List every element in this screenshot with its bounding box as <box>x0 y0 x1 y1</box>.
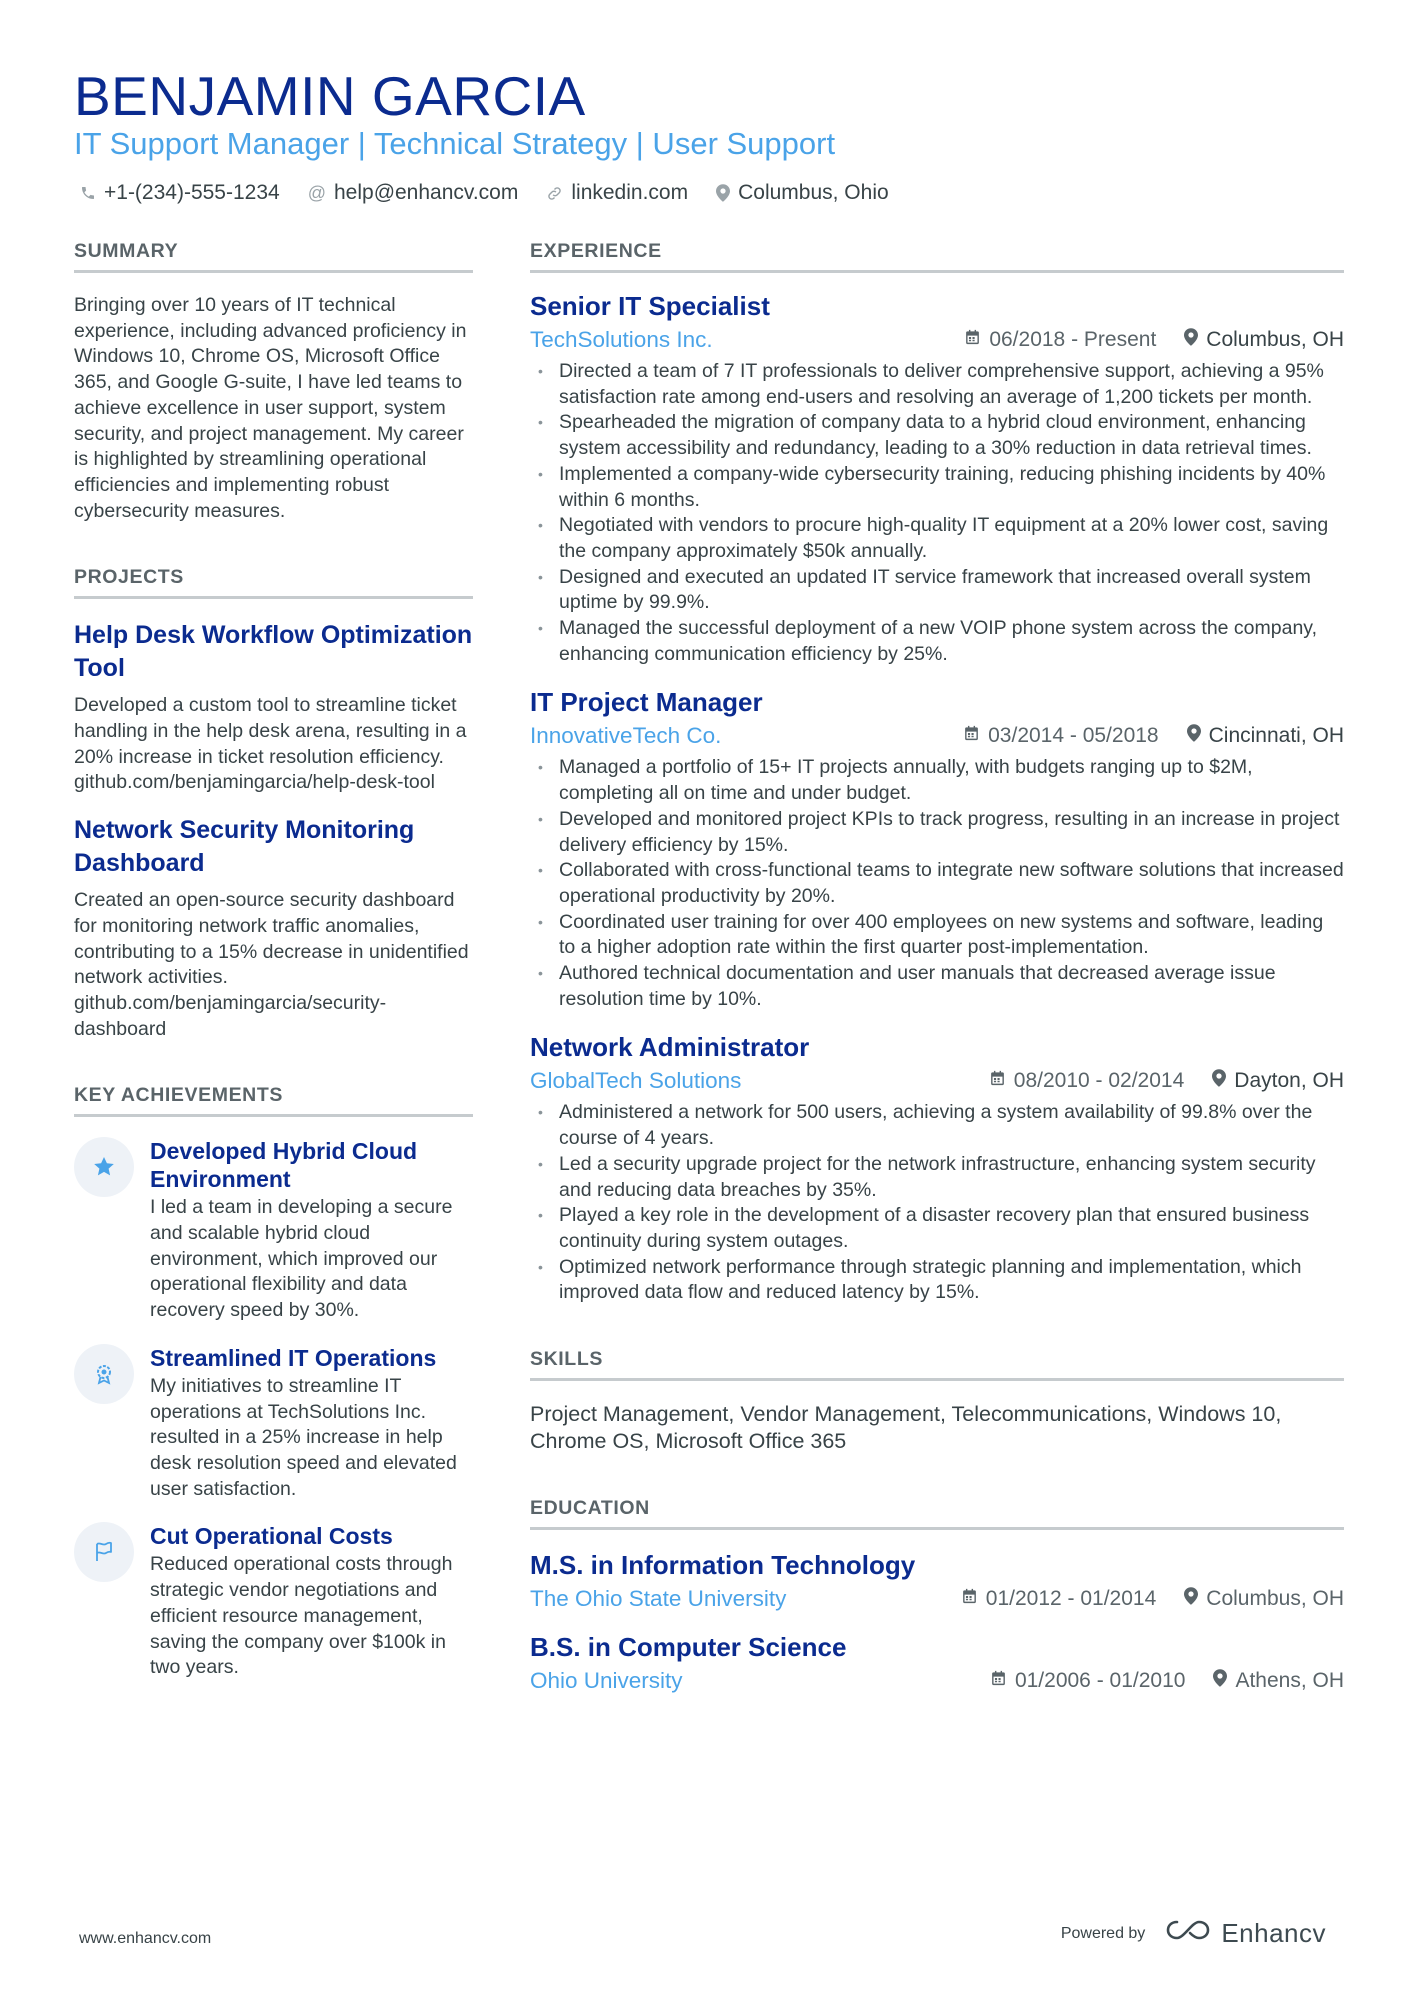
job-entry <box>530 289 1344 667</box>
candidate-name: BENJAMIN GARCIA <box>74 65 586 127</box>
job-bullet: • Led a security upgrade project for the network infrastructure, enhancing system security and reducing data breaches by 35%. <box>530 1152 1344 1203</box>
company-name: TechSolutions Inc. <box>530 327 713 352</box>
job-bullet: • Authored technical documentation and user manuals that decreased average issue resolution time by 10%. <box>530 961 1344 1012</box>
skills-heading: SKILLS <box>530 1346 1344 1381</box>
job-bullet: • Spearheaded the migration of company data to a hybrid cloud environment, enhancing system accessibility and redundancy, leading to a 30% reduction in data retrieval times. <box>530 410 1344 461</box>
job-dates: 03/2014 - 05/2018 <box>988 724 1159 748</box>
school-name: Ohio University <box>530 1668 683 1694</box>
project-title: Network Security Monitoring Dashboard <box>74 816 415 878</box>
job-title: IT Project Manager <box>530 687 763 718</box>
phone-text: +1-(234)-555-1234 <box>104 181 280 204</box>
skills-section <box>530 1346 1344 1455</box>
brand-name: Enhancv <box>1221 1918 1326 1948</box>
education-dates: 01/2012 - 01/2014 <box>985 1587 1157 1611</box>
left-column <box>74 238 473 1681</box>
project-description: Created an open-source security dashboard for monitoring network traffic anomalies, contributing to a 15% decrease in unidentified network activities. github.com/benjamingarcia/security-dashboard <box>74 889 469 1040</box>
contact-linkedin[interactable] <box>546 178 688 208</box>
project-title: Help Desk Workflow Optimization Tool <box>74 621 473 683</box>
achievement-item <box>74 1137 473 1324</box>
education-entry <box>530 1548 1344 1614</box>
job-bullets <box>530 1100 1344 1306</box>
contact-location <box>716 178 889 208</box>
job-bullet: • Designed and executed an updated IT service framework that increased overall system uptime by 99.9%. <box>530 565 1344 616</box>
calendar-icon <box>963 721 980 751</box>
contact-email[interactable] <box>308 178 519 208</box>
experience-section <box>530 238 1344 1306</box>
projects-section <box>74 564 473 1042</box>
achievement-text: My initiatives to streamline IT operations at TechSolutions Inc. resulted in a 25% increase in help desk resolution speed and elevated user satisfaction. <box>150 1374 457 1500</box>
achievement-item <box>74 1344 473 1503</box>
job-location: Cincinnati, OH <box>1208 724 1344 748</box>
education-location: Athens, OH <box>1235 1669 1344 1693</box>
job-bullet: • Negotiated with vendors to procure high-quality IT equipment at a 20% lower cost, saving the company approximately $50k annually. <box>530 513 1344 564</box>
footer-website[interactable]: www.enhancv.com <box>79 1930 212 1947</box>
job-bullet: • Collaborated with cross-functional teams to integrate new software solutions that increased operational productivity by 20%. <box>530 858 1344 909</box>
job-dates: 06/2018 - Present <box>989 328 1157 351</box>
education-entry <box>530 1630 1344 1696</box>
right-column <box>530 238 1344 1696</box>
achievement-title: Streamlined IT Operations <box>150 1344 437 1371</box>
job-bullet: • Played a key role in the development of a disaster recovery plan that ensured business continuity during system outages. <box>530 1203 1344 1254</box>
calendar-icon <box>964 325 981 355</box>
job-bullet: • Directed a team of 7 IT professionals to deliver comprehensive support, achieving a 95% satisfaction rate among end-users and resolving an average of 1,200 tickets per month. <box>530 359 1344 410</box>
job-bullets <box>530 755 1344 1012</box>
link-icon <box>546 185 563 202</box>
skills-text: Project Management, Vendor Management, Telecommunications, Windows 10, Chrome OS, Microsoft Office 365 <box>530 1402 1282 1454</box>
company-name: InnovativeTech Co. <box>530 723 722 749</box>
job-bullet: • Coordinated user training for over 400 employees on new systems and software, leading to a higher adoption rate within the first quarter post-implementation. <box>530 910 1344 961</box>
email-text: help@enhancv.com <box>333 181 519 204</box>
education-location: Columbus, OH <box>1206 1587 1344 1611</box>
location-pin-icon <box>716 184 730 202</box>
at-icon: @ <box>307 183 326 203</box>
calendar-icon <box>990 1666 1007 1696</box>
company-name: GlobalTech Solutions <box>530 1068 742 1094</box>
award-icon <box>74 1344 134 1404</box>
calendar-icon <box>961 1584 978 1614</box>
phone-icon <box>80 185 96 201</box>
job-bullet: • Implemented a company-wide cybersecurity training, reducing phishing incidents by 40% within 6 months. <box>530 462 1344 513</box>
location-pin-icon <box>1184 1584 1198 1614</box>
degree-title: B.S. in Computer Science <box>530 1632 847 1663</box>
job-title: Network Administrator <box>530 1032 810 1063</box>
linkedin-text: linkedin.com <box>571 181 689 204</box>
job-dates: 08/2010 - 02/2014 <box>1013 1069 1185 1093</box>
achievement-text: Reduced operational costs through strategic vendor negotiations and efficient resource management, saving the company over $100k in two years. <box>150 1553 453 1679</box>
contact-bar <box>80 178 889 208</box>
calendar-icon <box>989 1066 1006 1096</box>
education-dates: 01/2006 - 01/2010 <box>1014 1669 1186 1693</box>
job-entry <box>530 1030 1344 1306</box>
location-pin-icon <box>1184 325 1198 355</box>
star-icon <box>74 1137 134 1197</box>
job-bullet: • Managed a portfolio of 15+ IT projects annually, with budgets ranging up to $2M, completing all on time and under budget. <box>530 755 1344 806</box>
job-bullet: • Managed the successful deployment of a new VOIP phone system across the company, enhancing communication efficiency by 25%. <box>530 616 1344 667</box>
education-heading: EDUCATION <box>530 1495 1344 1530</box>
degree-title: M.S. in Information Technology <box>530 1550 916 1581</box>
location-pin-icon <box>1212 1066 1226 1096</box>
location-text: Columbus, Ohio <box>738 181 889 204</box>
job-bullets <box>530 359 1344 667</box>
project-item <box>74 814 473 1042</box>
location-pin-icon <box>1187 721 1201 751</box>
candidate-tagline: IT Support Manager | Technical Strategy | User Support <box>74 126 836 161</box>
summary-text: Bringing over 10 years of IT technical experience, including advanced proficiency in Windows 10, Chrome OS, Microsoft Office 365, and Google G-suite, I have led teams to achieve excellence in user support, system security, and project management. My career is highlighted by streamlining operational efficiencies and implementing robust cybersecurity measures. <box>74 294 467 522</box>
footer-branding <box>1061 1918 1326 1949</box>
job-bullet: • Developed and monitored project KPIs to track progress, resulting in an increase in project delivery efficiency by 15%. <box>530 807 1344 858</box>
experience-heading: EXPERIENCE <box>530 238 1344 273</box>
achievement-text: I led a team in developing a secure and scalable hybrid cloud environment, which improved our operational flexibility and data recovery speed by 30%. <box>150 1196 453 1322</box>
job-location: Columbus, OH <box>1206 328 1344 351</box>
summary-heading: SUMMARY <box>74 238 473 273</box>
projects-heading: PROJECTS <box>74 564 473 599</box>
enhancv-logo[interactable] <box>1165 1918 1326 1949</box>
job-title: Senior IT Specialist <box>530 291 770 321</box>
achievement-item <box>74 1522 473 1681</box>
location-pin-icon <box>1213 1666 1227 1696</box>
job-entry <box>530 685 1344 1012</box>
project-description: Developed a custom tool to streamline ticket handling in the help desk arena, resulting in a 20% increase in ticket resolution efficiency. github.com/benjamingarcia/help-desk-tool <box>74 694 467 794</box>
summary-section <box>74 238 473 524</box>
achievements-section <box>74 1082 473 1681</box>
job-bullet: • Optimized network performance through strategic planning and implementation, which improved data flow and reduced latency by 15%. <box>530 1255 1344 1306</box>
achievements-heading: KEY ACHIEVEMENTS <box>74 1082 473 1117</box>
infinity-logo-icon <box>1165 1918 1211 1949</box>
powered-by-text: Powered by <box>1060 1924 1146 1942</box>
achievement-title: Cut Operational Costs <box>150 1523 393 1550</box>
flag-icon <box>74 1522 134 1582</box>
project-item <box>74 619 473 796</box>
education-section <box>530 1495 1344 1696</box>
contact-phone[interactable] <box>80 178 280 208</box>
job-location: Dayton, OH <box>1234 1069 1344 1093</box>
achievement-title: Developed Hybrid Cloud Environment <box>150 1138 418 1193</box>
school-name: The Ohio State University <box>530 1586 787 1612</box>
job-bullet: • Administered a network for 500 users, achieving a system availability of 99.8% over the course of 4 years. <box>530 1100 1344 1151</box>
